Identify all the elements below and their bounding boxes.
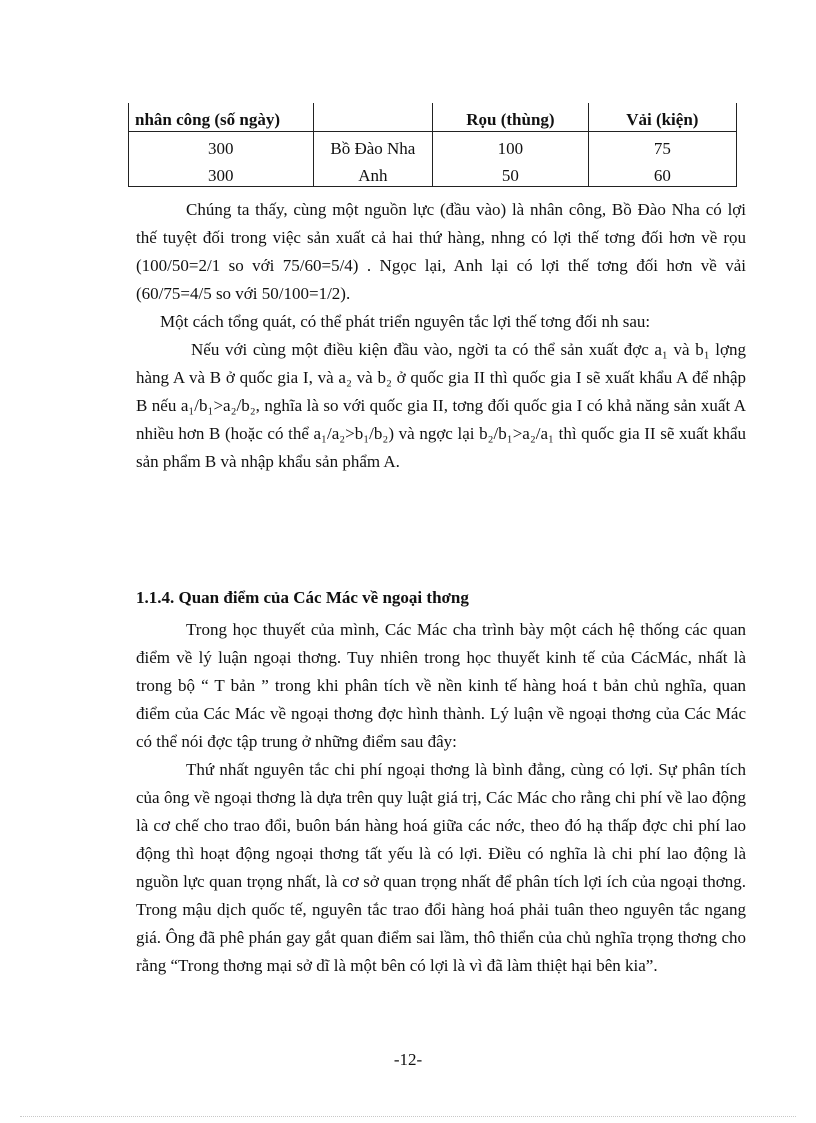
- cell-cloth: 75: [588, 132, 736, 160]
- table-header-row: [129, 103, 737, 132]
- header-country: [313, 103, 433, 132]
- comparative-advantage-table: [128, 103, 737, 187]
- paragraph-general-principle: Một cách tổng quát, có thể phát triển nguyên tắc lợi thế tơng đối nh sau:: [160, 312, 651, 331]
- cell-wine: 100: [433, 132, 588, 160]
- page-number: -12-: [393, 1050, 423, 1069]
- header-cloth: Vải (kiện): [588, 103, 736, 132]
- paragraph-marx-theory: Trong học thuyết của mình, Các Mác cha trình bày một cách hệ thống các quan điểm về lý luận ngoại thơng. Tuy nhiên trong học thuyết kinh tế của CácMác, nhất là trong bộ “ T bản ” trong khi phân tích về nền kinh tế hàng hoá t bản chủ nghĩa, quan điểm của Các Mác về ngoại thơng đợc hình thành. Lý luận về ngoại thơng của Các Mác có thể nói đợc tập trung ở những điểm sau đây:: [136, 620, 746, 751]
- cell-wine: 50: [433, 159, 588, 187]
- table-row: [129, 159, 737, 187]
- header-wine: Rọu (thùng): [433, 103, 588, 132]
- section-heading: 1.1.4. Quan điểm của Các Mác về ngoại thơng: [136, 588, 469, 607]
- cell-country: Anh: [313, 159, 433, 187]
- cell-labor: 300: [129, 132, 314, 160]
- body-section-2: [136, 616, 746, 980]
- page-footer-divider: [20, 1116, 796, 1117]
- cell-labor: 300: [129, 159, 314, 187]
- paragraph-absolute-advantage: Chúng ta thấy, cùng một nguồn lực (đầu vào) là nhân công, Bồ Đào Nha có lợi thế tuyệt đối trong việc sản xuất cả hai thứ hàng, nhng có lợi thế tơng đối hơn về rọu (100/50=2/1 so với 75/60=5/4) . Ngọc lại, Anh lại có lợi thế tơng đối hơn về vải (60/75=4/5 so với 50/100=1/2).: [136, 200, 746, 303]
- table-row: [129, 132, 737, 160]
- cell-country: Bồ Đào Nha: [313, 132, 433, 160]
- paragraph-comparative-rule: Nếu với cùng một điều kiện đầu vào, ngời ta có thể sản xuất đợc a₁ và b₁ lợng hàng A và B ở quốc gia I, và a₂ và b₂ ở quốc gia II thì quốc gia I sẽ xuất khẩu A để nhập B nếu a₁/b₁>a₂/b₂, nghĩa là so với quốc gia II, tơng đối quốc gia I có khả năng sản xuất A nhiều hơn B (hoặc có thể a₁/a₂>b₁/b₂) và ngợc lại b₂/b₁>a₂/a₁ thì quốc gia II sẽ xuất khẩu sản phẩm B và nhập khẩu sản phẩm A.: [136, 340, 746, 471]
- paragraph-first-principle: Thứ nhất nguyên tắc chi phí ngoại thơng là bình đẳng, cùng có lợi. Sự phân tích của ông về ngoại thơng là dựa trên quy luật giá trị, Các Mác cho rằng chi phí về lao động là cơ chế cho trao đổi, buôn bán hàng hoá giữa các nớc, theo đó hạ thấp đợc chi phí lao động thì hoạt động ngoại thơng tất yếu là có lợi. Điều có nghĩa là chi phí lao động là nguồn lực quan trọng nhất, là cơ sở quan trọng nhất để phân tích lợi ích của ngoại thơng. Trong mậu dịch quốc tế, nguyên tắc trao đổi hàng hoá phải tuân theo nguyên tắc ngang giá. Ông đã phê phán gay gắt quan điểm sai lầm, thô thiển của chủ nghĩa trọng thơng cho rằng “Trong thơng mại sở dĩ là một bên có lợi là vì đã làm thiệt hại bên kia”.: [136, 760, 746, 975]
- header-labor-days: nhân công (số ngày): [129, 103, 314, 132]
- cell-cloth: 60: [588, 159, 736, 187]
- body-section-1: [136, 196, 746, 476]
